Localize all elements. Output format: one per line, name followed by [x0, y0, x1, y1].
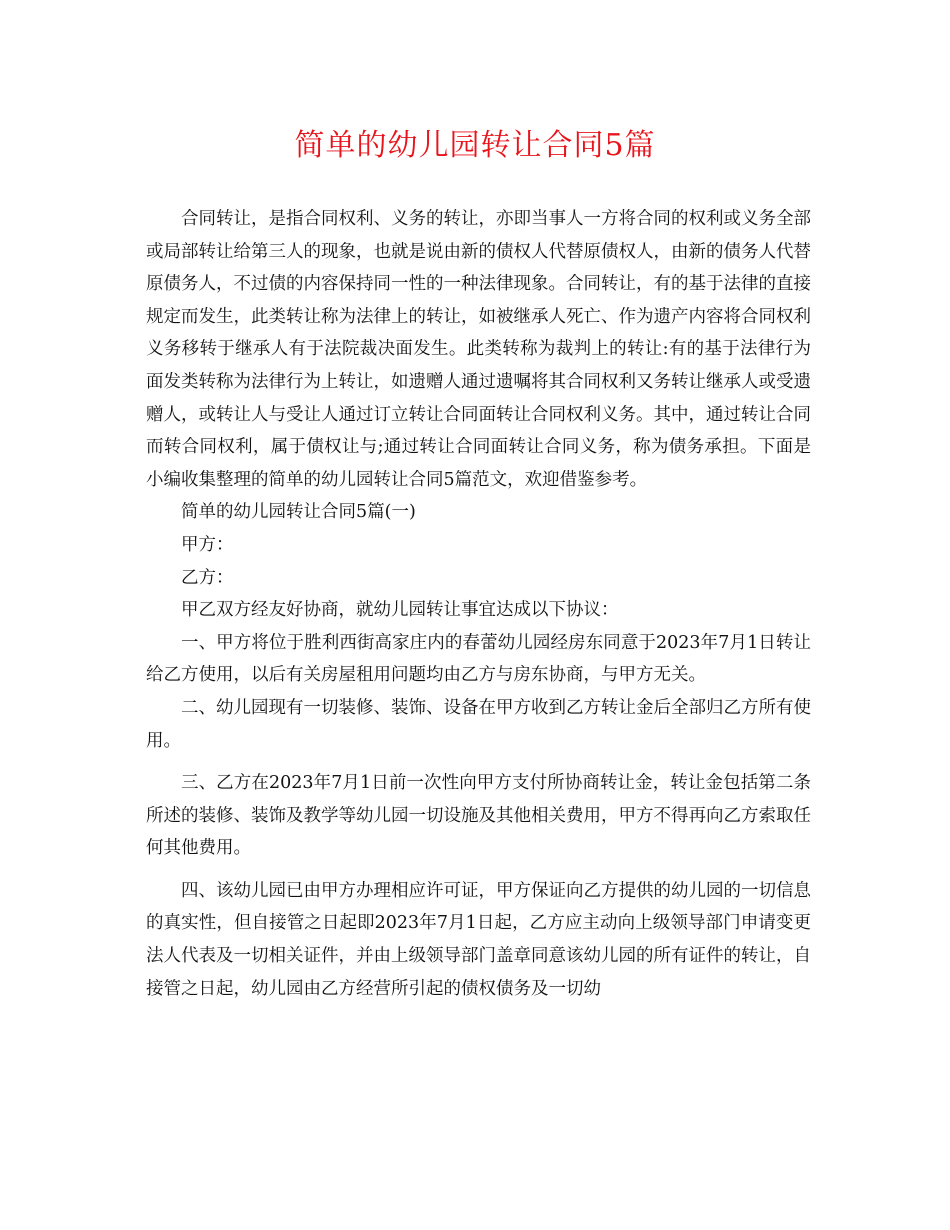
clause-3: 三、乙方在2023年7月1日前一次性向甲方支付所协商转让金，转让金包括第二条所述的装修、装饰及教学等幼儿园一切设施及其他相关费用，甲方不得再向乙方索取任何其他费用。: [146, 773, 811, 859]
party-a-line: 甲方：: [181, 534, 234, 555]
clause-2: 二、幼儿园现有一切装修、装饰、设备在甲方收到乙方转让金后全部归乙方所有使用。: [146, 697, 811, 751]
party-b-line: 乙方：: [181, 567, 234, 588]
agreement-intro: 甲乙双方经友好协商，就幼儿园转让事宜达成以下协议：: [181, 600, 619, 621]
intro-paragraph: 合同转让，是指合同权利、义务的转让，亦即当事人一方将合同的权利或义务全部或局部转让给第三人的现象，也就是说由新的债权人代替原债权人，由新的债务人代替原债务人，不过债的内容保持同一性的一种法律现象。合同转让，有的基于法律的直接规定而发生，此类转让称为法律上的转让，如被继承人死亡、作为遗产内容将合同权利义务移转于继承人有于法院裁决面发生。此类转称为裁判上的转让:有的基于法律行为面发类转称为法律行为上转让，如遗赠人通过遗嘱将其合同权利又务转让继承人或受遗赠人，或转让人与受让人通过订立转让合同面转让合同权利义务。其中，通过转让合同而转合同权利，属于债权让与;通过转让合同面转让合同义务，称为债务承担。下面是小编收集整理的简单的幼儿园转让合同5篇范文，欢迎借鉴参考。: [146, 209, 811, 490]
clause-1: 一、甲方将位于胜利西街高家庄内的春蕾幼儿园经房东同意于2023年7月1日转让给乙方使用，以后有关房屋租用问题均由乙方与房东协商，与甲方无关。: [146, 632, 811, 686]
clause-4: 四、该幼儿园已由甲方办理相应许可证，甲方保证向乙方提供的幼儿园的一切信息的真实性，但自接管之日起即2023年7月1日起，乙方应主动向上级领导部门申请变更法人代表及一切相关证件，并由上级领导部门盖章同意该幼儿园的所有证件的转让，自接管之日起，幼儿园由乙方经营所引起的债权债务及一切幼: [146, 880, 811, 999]
document-body: [146, 203, 811, 1005]
document-title: 简单的幼儿园转让合同5篇: [294, 128, 656, 163]
section-heading: 简单的幼儿园转让合同5篇(一): [181, 502, 416, 523]
